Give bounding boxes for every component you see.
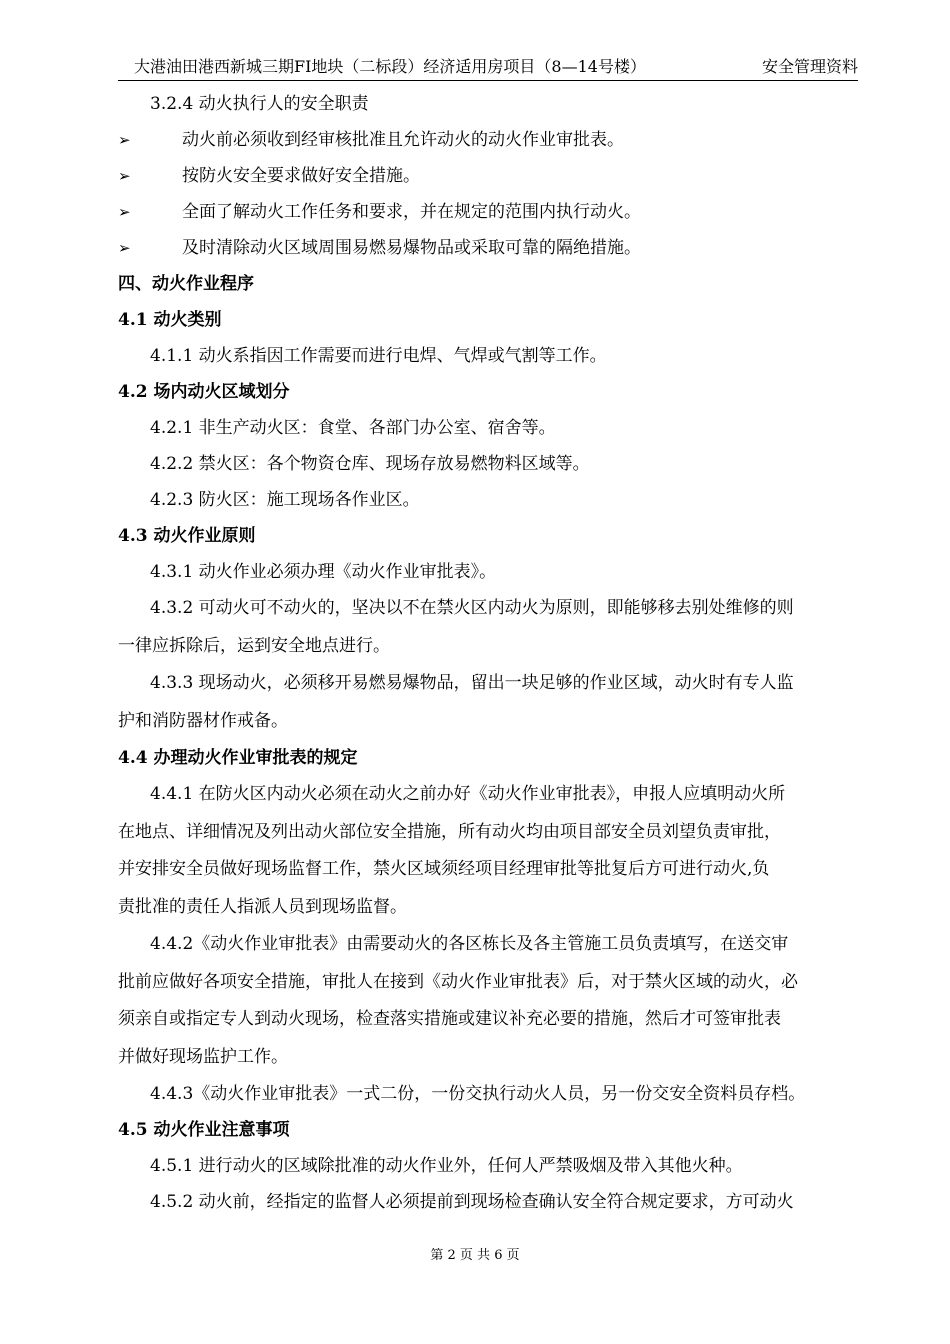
bullet-text: 全面了解动火工作任务和要求，并在规定的范围内执行动火。	[182, 202, 641, 222]
paragraph-line: 批前应做好各项安全措施，审批人在接到《动火作业审批表》后，对于禁火区域的动火，必	[118, 971, 798, 992]
arrow-bullet-icon	[118, 158, 146, 194]
paragraph-4-5-2: 4.5.2 动火前，经指定的监督人必须提前到现场检查确认安全符合规定要求，方可动火	[150, 1192, 794, 1212]
paragraph-line: 并安排安全员做好现场监督工作，禁火区域须经项目经理审批等批复后方可进行动火,负	[118, 859, 770, 879]
heading-chapter-4: 四、动火作业程序	[118, 274, 254, 294]
bullet-item	[118, 122, 858, 158]
heading-4-2: 4.2 场内动火区域划分	[118, 382, 290, 402]
arrow-bullet-icon	[118, 230, 146, 266]
paragraph-4-4-3: 4.4.3《动火作业审批表》一式二份，一份交执行动火人员，另一份交安全资料员存档。	[150, 1084, 806, 1104]
paragraph-4-3-3	[118, 665, 858, 740]
paragraph-line: 一律应拆除后，运到安全地点进行。	[118, 635, 390, 656]
arrow-bullet-icon	[118, 194, 146, 230]
paragraph-line: 在地点、详细情况及列出动火部位安全措施，所有动火均由项目部安全员刘望负责审批，	[118, 821, 781, 842]
paragraph-4-5-1: 4.5.1 进行动火的区域除批准的动火作业外，任何人严禁吸烟及带入其他火种。	[150, 1156, 743, 1176]
paragraph-4-4-1	[118, 776, 858, 926]
paragraph-4-3-2	[118, 590, 858, 665]
bullet-item	[118, 194, 858, 230]
paragraph-4-2-1: 4.2.1 非生产动火区：食堂、各部门办公室、宿舍等。	[150, 418, 556, 438]
bullet-text: 及时清除动火区域周围易燃易爆物品或采取可靠的隔绝措施。	[182, 238, 641, 258]
heading-4-1: 4.1 动火类别	[118, 310, 222, 330]
paragraph-4-2-3: 4.2.3 防火区：施工现场各作业区。	[150, 490, 420, 510]
paragraph-line: 4.3.3 现场动火，必须移开易燃易爆物品，留出一块足够的作业区域，动火时有专人监	[150, 673, 794, 693]
paragraph-line: 须亲自或指定专人到动火现场，检查落实措施或建议补充必要的措施，然后才可签审批表	[118, 1009, 781, 1029]
section-3-2-4: 3.2.4 动火执行人的安全职责	[150, 94, 369, 114]
bullet-item	[118, 158, 858, 194]
document-body	[118, 86, 858, 1220]
bullet-text: 按防火安全要求做好安全措施。	[182, 166, 420, 186]
paragraph-line: 并做好现场监护工作。	[118, 1046, 288, 1067]
page-footer	[0, 1244, 950, 1263]
paragraph-4-3-1: 4.3.1 动火作业必须办理《动火作业审批表》。	[150, 562, 497, 582]
paragraph-line: 4.4.1 在防火区内动火必须在动火之前办好《动火作业审批表》，申报人应填明动火所	[150, 784, 786, 804]
paragraph-4-4-2	[118, 926, 858, 1076]
paragraph-line: 护和消防器材作戒备。	[118, 710, 288, 731]
heading-4-3: 4.3 动火作业原则	[118, 526, 256, 546]
paragraph-4-1-1: 4.1.1 动火系指因工作需要而进行电焊、气焊或气割等工作。	[150, 346, 607, 366]
bullet-item	[118, 230, 858, 266]
page-header	[118, 56, 858, 81]
heading-4-5: 4.5 动火作业注意事项	[118, 1120, 290, 1140]
paragraph-line: 4.3.2 可动火可不动火的，坚决以不在禁火区内动火为原则，即能够移去别处维修的则	[150, 598, 794, 618]
page-number: 第 2 页 共 6 页	[430, 1248, 520, 1263]
bullet-text: 动火前必须收到经审核批准且允许动火的动火作业审批表。	[182, 130, 624, 150]
heading-4-4: 4.4 办理动火作业审批表的规定	[118, 748, 358, 768]
arrow-bullet-icon	[118, 122, 146, 158]
paragraph-line: 4.4.2《动火作业审批表》由需要动火的各区栋长及各主管施工员负责填写，在送交审	[150, 934, 789, 954]
header-project-title: 大港油田港西新城三期FI地块（二标段）经济适用房项目（8—14号楼）	[134, 57, 646, 76]
paragraph-line: 责批准的责任人指派人员到现场监督。	[118, 896, 407, 917]
header-doc-type: 安全管理资料	[761, 57, 858, 76]
paragraph-4-2-2: 4.2.2 禁火区：各个物资仓库、现场存放易燃物料区域等。	[150, 454, 590, 474]
